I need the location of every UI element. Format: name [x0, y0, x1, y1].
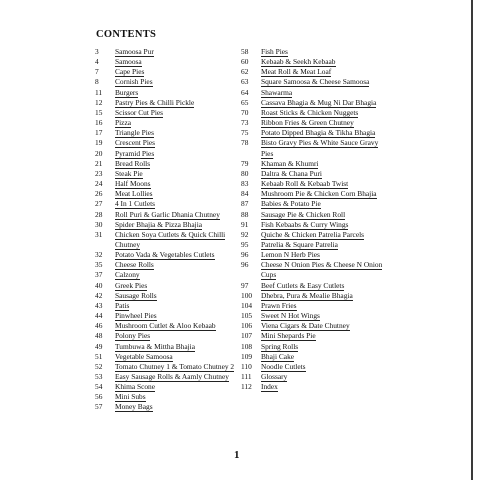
toc-page-number: 15 [95, 107, 103, 117]
toc-page-number: 65 [241, 97, 249, 107]
page-number: 1 [234, 449, 240, 461]
toc-entry [241, 138, 391, 158]
toc-entry-text: Cheese N Onion Pies & Cheese N Onion Cups [261, 260, 383, 280]
toc-page-number: 44 [95, 311, 103, 321]
toc-entry-title [115, 352, 235, 362]
toc-page-number: 62 [241, 67, 249, 77]
toc-entry-title [115, 169, 235, 179]
toc-page-number: 100 [241, 290, 253, 300]
toc-page-number: 78 [241, 138, 249, 148]
toc-entry-text: Half Moons [115, 179, 151, 189]
toc-entry-text: Ribbon Fries & Green Chutney [261, 118, 354, 128]
toc-entry-title [115, 230, 235, 250]
toc-entry [241, 47, 391, 57]
toc-entry [95, 149, 235, 159]
toc-entry [241, 291, 391, 301]
toc-entry-text: Kebaab & Seekh Kebaab [261, 57, 336, 67]
toc-entry-text: Triangle Pies [115, 128, 154, 138]
toc-entry-text: Samoosa [115, 57, 142, 67]
contents-right-column [241, 47, 391, 392]
toc-page-number: 23 [95, 168, 103, 178]
toc-entry-title [115, 189, 235, 199]
toc-page-number: 108 [241, 341, 253, 351]
toc-entry-title [115, 138, 235, 148]
toc-entry-title [261, 301, 391, 311]
toc-entry [95, 281, 235, 291]
toc-entry [95, 210, 235, 220]
toc-entry [241, 77, 391, 87]
toc-entry-title [115, 311, 235, 321]
toc-entry-title [261, 311, 391, 321]
toc-entry-title [115, 159, 235, 169]
toc-entry-text: Khima Scone [115, 382, 156, 392]
toc-entry-text: Beef Cutlets & Easy Cutlets [261, 280, 345, 290]
toc-entry [95, 98, 235, 108]
toc-page-number: 19 [95, 138, 103, 148]
toc-entry-text: Glossary [261, 372, 288, 381]
toc-entry [241, 342, 391, 352]
toc-entry [241, 169, 391, 179]
toc-entry-title [115, 88, 235, 98]
toc-entry-title [261, 108, 391, 118]
toc-page-number: 27 [95, 199, 103, 209]
toc-entry-text: Bhaji Cake [261, 351, 295, 361]
toc-page-number: 53 [95, 372, 103, 381]
toc-page-number: 87 [241, 199, 249, 209]
toc-page-number: 70 [241, 107, 249, 117]
toc-entry [95, 47, 235, 57]
toc-page-number: 97 [241, 280, 249, 290]
toc-entry-title [115, 382, 235, 392]
toc-entry [241, 321, 391, 331]
toc-entry-text: Sausage Rolls [115, 290, 157, 300]
toc-page-number: 4 [95, 57, 99, 67]
toc-entry [95, 270, 235, 280]
toc-entry-text: Babies & Potato Pie [261, 199, 321, 209]
toc-entry-text: Square Samoosa & Cheese Samoosa [261, 77, 370, 87]
toc-entry-title [261, 199, 391, 209]
toc-entry-text: Patis [115, 300, 130, 310]
toc-entry [95, 108, 235, 118]
toc-entry-title [115, 372, 235, 382]
toc-entry-title [261, 138, 391, 158]
toc-entry [95, 260, 235, 270]
toc-page-number: 111 [241, 372, 252, 381]
toc-entry-text: Patrelia & Square Patrelia [261, 239, 338, 249]
toc-entry [95, 128, 235, 138]
toc-entry [241, 210, 391, 220]
toc-entry [95, 331, 235, 341]
toc-page-number: 112 [241, 382, 252, 392]
toc-page-number: 52 [95, 361, 103, 371]
toc-page-number: 21 [95, 158, 103, 168]
page-edge [471, 0, 473, 480]
toc-entry-title [115, 98, 235, 108]
toc-entry [241, 372, 391, 382]
toc-entry-text: Noodle Cutlets [261, 361, 306, 371]
toc-entry-title [115, 362, 235, 372]
toc-entry [241, 260, 391, 280]
toc-entry-text: Burgers [115, 87, 139, 97]
toc-entry [241, 281, 391, 291]
toc-page-number: 56 [95, 392, 103, 402]
toc-entry-title [115, 108, 235, 118]
toc-entry-title [261, 362, 391, 372]
toc-entry [95, 372, 235, 382]
toc-entry-title [261, 250, 391, 260]
toc-page-number: 24 [95, 179, 103, 189]
toc-entry-title [261, 169, 391, 179]
toc-page-number: 107 [241, 331, 253, 341]
toc-page-number: 20 [95, 148, 103, 158]
toc-entry [241, 382, 391, 392]
toc-entry [95, 250, 235, 260]
toc-page-number: 37 [95, 270, 103, 280]
toc-page-number: 64 [241, 87, 249, 97]
toc-entry [95, 57, 235, 67]
toc-entry-text: Mini Subs [115, 392, 146, 402]
toc-entry [95, 321, 235, 331]
toc-entry [95, 402, 235, 412]
toc-entry-title [115, 270, 235, 280]
toc-entry-title [115, 77, 235, 87]
toc-entry-title [115, 199, 235, 209]
toc-entry-title [115, 149, 235, 159]
toc-entry [95, 67, 235, 77]
toc-entry [241, 301, 391, 311]
toc-entry [95, 392, 235, 402]
toc-page-number: 105 [241, 311, 253, 321]
toc-entry-text: Chicken Soya Cutlets & Quick Chilli Chutney [115, 229, 226, 249]
toc-entry-title [115, 57, 235, 67]
toc-entry-title [261, 240, 391, 250]
toc-entry-title [261, 189, 391, 199]
toc-page-number: 48 [95, 331, 103, 341]
toc-entry-title [115, 47, 235, 57]
toc-entry [95, 230, 235, 250]
toc-entry-title [261, 331, 391, 341]
toc-entry [241, 199, 391, 209]
toc-entry [241, 230, 391, 240]
toc-entry-text: Index [261, 382, 278, 392]
toc-entry-title [115, 321, 235, 331]
toc-entry-text: Cassava Bhagia & Mug Ni Dar Bhagia [261, 97, 377, 107]
toc-entry-text: Prawn Fries [261, 300, 297, 310]
toc-entry-text: Cape Pies [115, 67, 145, 77]
toc-page-number: 30 [95, 219, 103, 229]
toc-entry-text: Samoosa Pur [115, 47, 154, 56]
toc-entry-title [261, 159, 391, 169]
toc-page-number: 92 [241, 229, 249, 239]
toc-entry-text: Quiche & Chicken Patrelia Parcels [261, 229, 365, 239]
toc-entry-text: Cheese Rolls [115, 260, 154, 270]
toc-entry-text: Lemon N Herb Pies [261, 250, 320, 260]
toc-entry-title [115, 281, 235, 291]
toc-entry-title [115, 67, 235, 77]
toc-page-number: 54 [95, 382, 103, 392]
toc-page-number: 96 [241, 250, 249, 260]
toc-entry [241, 311, 391, 321]
toc-entry [241, 67, 391, 77]
toc-page-number: 17 [95, 128, 103, 138]
toc-entry-title [261, 230, 391, 240]
toc-entry-title [261, 281, 391, 291]
toc-entry [95, 118, 235, 128]
toc-entry-title [115, 260, 235, 270]
toc-entry-title [261, 47, 391, 57]
toc-entry-text: Spring Rolls [261, 341, 299, 351]
toc-entry-text: Mini Shepards Pie [261, 331, 316, 341]
toc-entry-text: Tomato Chutney 1 & Tomato Chutney 2 [115, 361, 235, 371]
toc-entry-text: Money Bags [115, 402, 153, 412]
toc-entry [241, 98, 391, 108]
toc-entry-text: Sausage Pie & Chicken Roll [261, 209, 346, 219]
toc-entry-text: Greek Pies [115, 280, 148, 290]
toc-page-number: 73 [241, 118, 249, 128]
toc-entry-text: Bisto Gravy Pies & White Sauce Gravy Pies [261, 138, 379, 158]
toc-entry-text: Fish Pies [261, 47, 288, 56]
toc-entry-text: Meat Roll & Meat Loaf [261, 67, 332, 77]
toc-entry-title [261, 220, 391, 230]
toc-page-number: 12 [95, 97, 103, 107]
toc-entry-title [115, 128, 235, 138]
toc-page-number: 31 [95, 229, 103, 239]
toc-page-number: 110 [241, 361, 252, 371]
toc-page-number: 3 [95, 47, 99, 56]
toc-entry [95, 88, 235, 98]
toc-entry [241, 57, 391, 67]
toc-page-number: 7 [95, 67, 99, 77]
toc-entry-text: Steak Pie [115, 168, 143, 178]
toc-page-number: 84 [241, 189, 249, 199]
toc-entry-title [115, 342, 235, 352]
toc-entry [95, 169, 235, 179]
toc-page-number: 75 [241, 128, 249, 138]
toc-entry-text: 4 In 1 Cutlets [115, 199, 156, 209]
toc-entry-text: Calzony [115, 270, 140, 280]
toc-entry-title [115, 301, 235, 311]
toc-page-number: 16 [95, 118, 103, 128]
contents-left-column [95, 47, 235, 413]
toc-entry-text: Bread Rolls [115, 158, 151, 168]
toc-page-number: 106 [241, 321, 253, 331]
toc-entry-text: Sweet N Hot Wings [261, 311, 320, 321]
toc-entry-text: Cornish Pies [115, 77, 153, 87]
toc-entry [95, 301, 235, 311]
toc-page-number: 26 [95, 189, 103, 199]
toc-entry [95, 311, 235, 321]
toc-entry-title [261, 128, 391, 138]
toc-page-number: 40 [95, 280, 103, 290]
toc-entry [241, 352, 391, 362]
toc-entry-title [261, 372, 391, 382]
toc-entry-title [261, 260, 391, 280]
toc-entry-text: Mushroom Pie & Chicken Corn Bhajia [261, 189, 377, 199]
toc-entry-title [261, 291, 391, 301]
toc-entry [95, 362, 235, 372]
toc-page-number: 79 [241, 158, 249, 168]
toc-entry-title [261, 88, 391, 98]
toc-entry [241, 331, 391, 341]
toc-entry [95, 77, 235, 87]
toc-entry-title [261, 321, 391, 331]
toc-entry-title [261, 118, 391, 128]
toc-page-number: 96 [241, 260, 249, 270]
toc-entry-title [261, 342, 391, 352]
toc-entry-title [261, 382, 391, 392]
toc-page-number: 11 [95, 87, 103, 97]
toc-entry [241, 118, 391, 128]
contents-title: CONTENTS [96, 29, 157, 40]
toc-entry-text: Viena Cigars & Date Chutney [261, 321, 350, 331]
toc-page-number: 109 [241, 351, 253, 361]
toc-entry [241, 189, 391, 199]
toc-entry-text: Mushroom Cutlet & Aloo Kebaab [115, 321, 216, 331]
toc-entry [95, 179, 235, 189]
toc-entry-title [261, 77, 391, 87]
toc-page-number: 51 [95, 351, 103, 361]
toc-page-number: 60 [241, 57, 249, 67]
toc-entry-text: Scissor Cut Pies [115, 107, 164, 117]
toc-entry-title [115, 250, 235, 260]
toc-entry-text: Khaman & Khumri [261, 158, 319, 168]
toc-entry-text: Pizza [115, 118, 132, 128]
toc-entry [95, 199, 235, 209]
toc-entry-text: Shawarma [261, 87, 293, 97]
toc-page-number: 42 [95, 290, 103, 300]
toc-entry-title [115, 118, 235, 128]
toc-entry-text: Meat Lollies [115, 189, 153, 199]
toc-page-number: 104 [241, 300, 253, 310]
toc-entry [241, 179, 391, 189]
toc-page-number: 88 [241, 209, 249, 219]
toc-entry-text: Easy Sausage Rolls & Aamly Chutney [115, 372, 229, 381]
toc-entry-text: Roast Sticks & Chicken Nuggets [261, 107, 359, 117]
toc-entry [95, 220, 235, 230]
toc-page-number: 32 [95, 250, 103, 260]
toc-entry-text: Spider Bhajia & Pizza Bhajia [115, 219, 203, 229]
toc-page-number: 43 [95, 300, 103, 310]
toc-page-number: 58 [241, 47, 249, 56]
toc-entry [241, 240, 391, 250]
toc-entry-title [115, 392, 235, 402]
toc-page-number: 46 [95, 321, 103, 331]
toc-entry-text: Potato Dipped Bhagia & Tikha Bhagia [261, 128, 376, 138]
toc-page-number: 8 [95, 77, 99, 87]
toc-entry-title [115, 210, 235, 220]
toc-entry [95, 342, 235, 352]
toc-entry-title [115, 220, 235, 230]
toc-entry-text: Dhebra, Pura & Mealie Bhagia [261, 290, 353, 300]
toc-page-number: 83 [241, 179, 249, 189]
toc-entry-title [261, 179, 391, 189]
toc-page-number: 57 [95, 402, 103, 412]
toc-entry-text: Pinwheel Pies [115, 311, 157, 321]
toc-entry [241, 220, 391, 230]
toc-entry-title [115, 291, 235, 301]
toc-entry [95, 352, 235, 362]
toc-entry [241, 128, 391, 138]
toc-entry-text: Daltra & Chana Puri [261, 168, 322, 178]
toc-entry [95, 291, 235, 301]
toc-entry [241, 250, 391, 260]
toc-entry [241, 88, 391, 98]
toc-entry-title [261, 352, 391, 362]
toc-entry [95, 138, 235, 148]
toc-entry-text: Crescent Pies [115, 138, 156, 148]
toc-entry-text: Polony Pies [115, 331, 151, 341]
toc-entry-text: Vegetable Samoosa [115, 351, 173, 361]
toc-entry-title [261, 57, 391, 67]
toc-entry-title [115, 402, 235, 412]
toc-entry-title [115, 331, 235, 341]
toc-page-number: 91 [241, 219, 249, 229]
toc-page-number: 63 [241, 77, 249, 87]
toc-page-number: 95 [241, 239, 249, 249]
toc-entry-text: Tumbuwa & Mittha Bhajia [115, 341, 195, 351]
toc-entry-title [115, 179, 235, 189]
toc-entry-text: Pyramid Pies [115, 148, 155, 158]
toc-entry [241, 362, 391, 372]
toc-entry [241, 159, 391, 169]
toc-entry [95, 189, 235, 199]
toc-entry-text: Potato Vada & Vegetables Cutlets [115, 250, 215, 260]
toc-page-number: 49 [95, 341, 103, 351]
toc-entry [95, 382, 235, 392]
toc-entry-title [261, 210, 391, 220]
toc-entry [95, 159, 235, 169]
toc-page-number: 35 [95, 260, 103, 270]
toc-entry [241, 108, 391, 118]
toc-page-number: 80 [241, 168, 249, 178]
toc-page-number: 28 [95, 209, 103, 219]
toc-entry-text: Fish Kebaabs & Curry Wings [261, 219, 349, 229]
toc-entry-title [261, 67, 391, 77]
toc-entry-text: Pastry Pies & Chilli Pickle [115, 97, 195, 107]
toc-entry-text: Roll Puri & Garlic Dhania Chutney [115, 209, 220, 219]
toc-entry-text: Kebaab Roll & Kebaab Twist [261, 179, 349, 189]
toc-entry-title [261, 98, 391, 108]
